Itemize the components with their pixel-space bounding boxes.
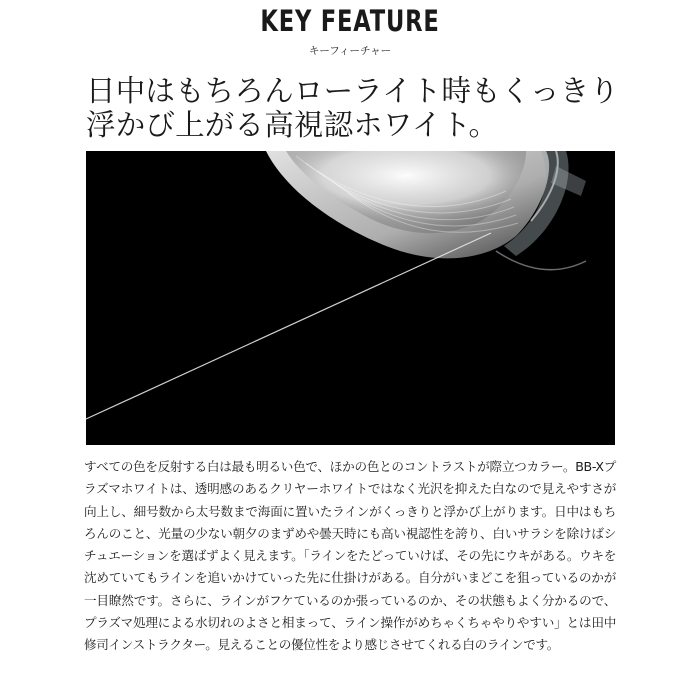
description-paragraph: すべての色を反射する白は最も明るい色で、ほかの色とのコントラストが際立つカラー。BB-Xプラズマホワイトは、透明感のあるクリヤーホワイトではなく光沢を抑えた白なので見えやすさが向上し、細号数から太号数まで海面に置いたラインがくっきりと浮かび上がります。日中はもちろんのこと、光量の少ない朝夕のまずめや曇天時にも高い視認性を誇り、白いサラシを除けばシチュエーションを選ばずよく見えます。「ラインをたどっていけば、その先にウキがある。ウキを沈めていてもラインを追いかけていった先に仕掛けがある。自分がいまどこを狙っているのかが一目瞭然です。さらに、ラインがフケているのか張っているのか、その状態もよく分かるので、プラズマ処理による水切れのよさと相まって、ライン操作がめちゃくちゃやりやすい」とは田中修司インストラクター。見えることの優位性をより感じさせてくれる白のラインです。	[84, 459, 616, 653]
headline: 日中はもちろんローライト時もくっきり 浮かび上がる高視認ホワイト。	[86, 74, 620, 142]
section-subtitle: キーフィーチャー	[308, 45, 392, 57]
fishing-line-photo	[86, 151, 615, 445]
section-title: KEY FEATURE	[260, 4, 440, 38]
fishing-line-spool-icon	[86, 151, 615, 445]
